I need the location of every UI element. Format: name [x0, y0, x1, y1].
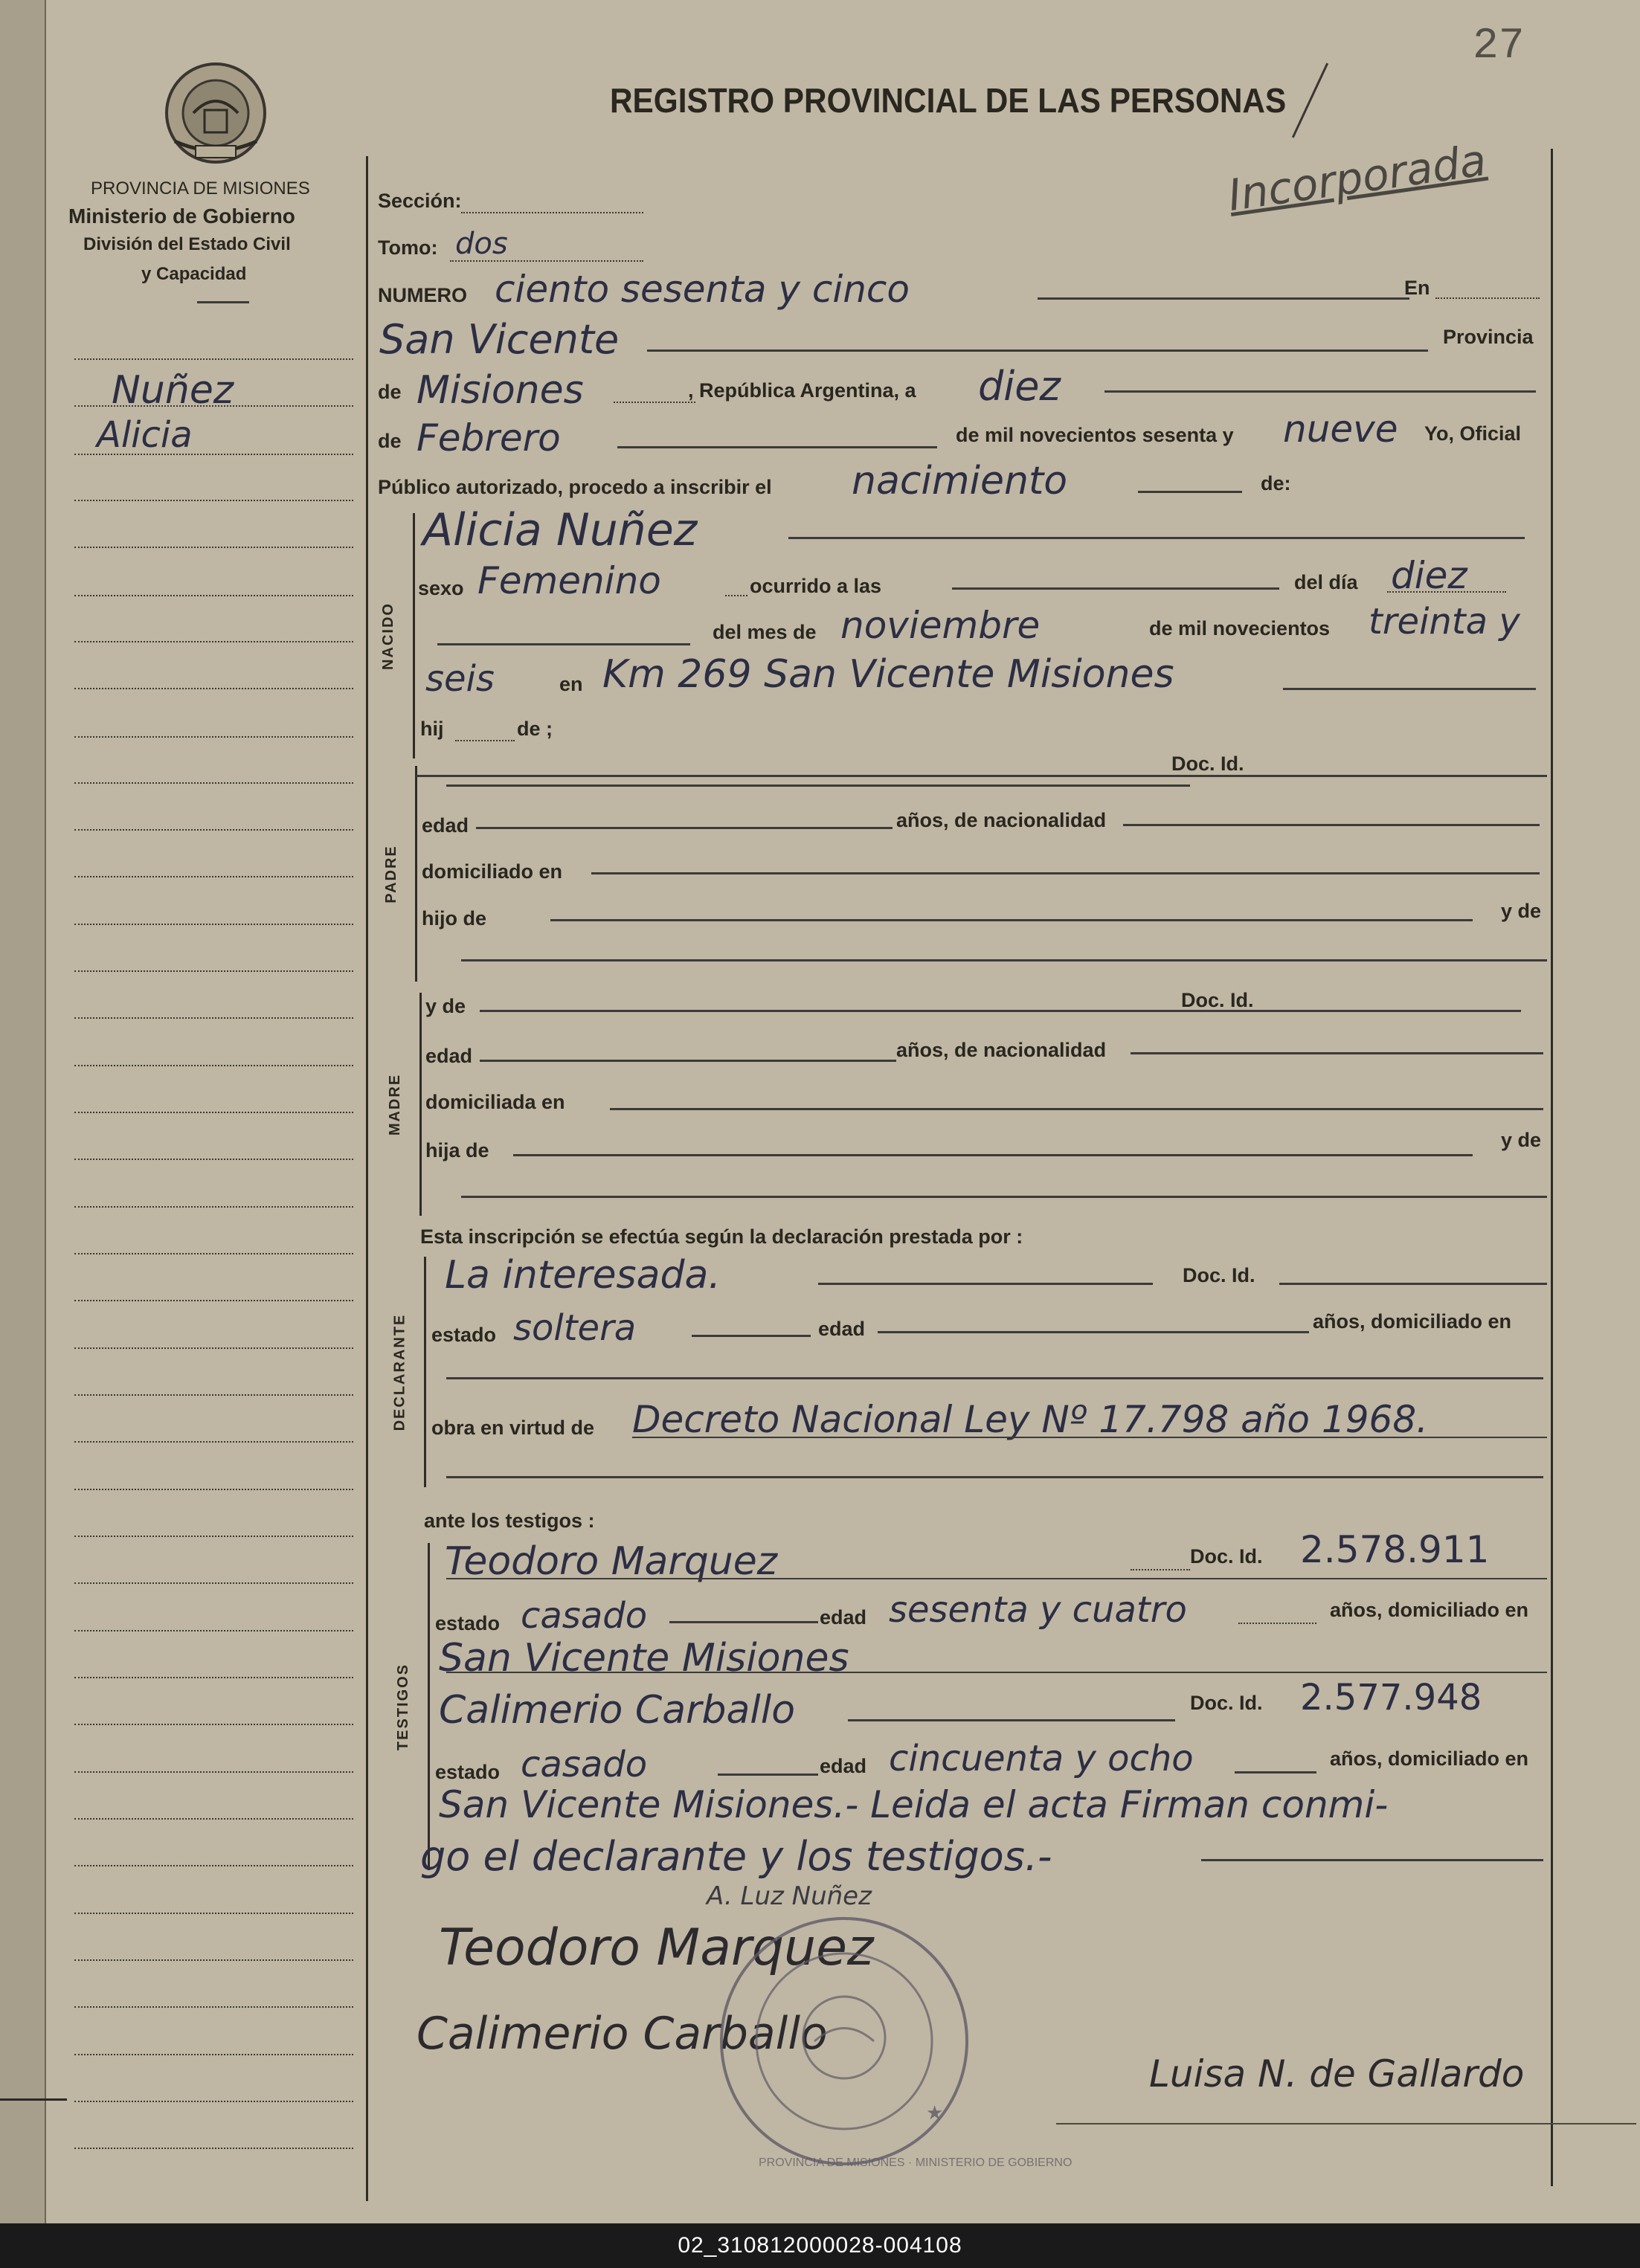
testigo1-domicilio: San Vicente Misiones — [439, 1636, 849, 1681]
dia-value: diez — [978, 363, 1061, 410]
padre-section — [376, 766, 406, 982]
testigo1-dom-line — [446, 1672, 1547, 1673]
testigo1-edad-line — [1238, 1623, 1316, 1624]
de-mil-nov-label: de mil novecientos — [1149, 617, 1331, 640]
padre-madre-line — [461, 959, 1547, 961]
madre-label: MADRE — [387, 1073, 404, 1135]
nombre-value: Alicia Nuñez — [422, 504, 698, 556]
nacido-section — [373, 513, 403, 758]
provincia-value: Misiones — [417, 368, 584, 413]
padre-name-line — [446, 785, 1190, 787]
padre-top-line — [417, 775, 1547, 777]
tomo-value: dos — [455, 227, 508, 261]
en-label: En — [1404, 277, 1430, 299]
status-slash — [1292, 63, 1328, 138]
en-label-2: en — [559, 673, 583, 695]
testigo1-estado-label: estado — [435, 1612, 501, 1634]
madre-domicilio-line — [610, 1108, 1543, 1110]
padre-doc-label: Doc. Id. — [1171, 753, 1244, 775]
obra-line — [632, 1437, 1547, 1438]
numero-label: NUMERO — [378, 284, 467, 306]
declarante-bracket — [424, 1257, 426, 1487]
testigo1-edad-label: edad — [820, 1606, 867, 1628]
testigo1-nombre: Teodoro Marquez — [445, 1539, 778, 1584]
svg-text:★: ★ — [926, 2102, 944, 2124]
testigo2-edad-label: edad — [820, 1755, 867, 1777]
testigos-label: TESTIGOS — [395, 1663, 412, 1750]
madre-nac-line — [1131, 1052, 1543, 1054]
republica-label: , República Argentina, a — [688, 379, 916, 402]
anio-nac-value-2: seis — [425, 658, 495, 700]
declarante-value: La interesada. — [445, 1253, 721, 1298]
sexo-value: Femenino — [477, 559, 661, 602]
sexo-line — [725, 595, 747, 596]
margin-given-name: Alicia — [97, 414, 193, 456]
mes-nac-value: noviembre — [840, 604, 1041, 647]
nombre-line — [788, 537, 1525, 539]
madre-y-de-label: y de — [425, 995, 466, 1017]
numero-line — [1038, 297, 1409, 300]
agency-line-4: y Capacidad — [141, 264, 247, 284]
nacido-label: NACIDO — [379, 602, 396, 670]
tomo-label: Tomo: — [378, 236, 438, 259]
official-stamp-icon — [714, 1904, 974, 2179]
padre-anios-label: años, de nacionalidad — [896, 809, 1107, 831]
testigo1-nombre-line — [1131, 1569, 1190, 1570]
mes-line — [617, 446, 937, 448]
status-annotation: Incorporada — [1224, 135, 1490, 221]
seccion-label: Sección: — [378, 190, 462, 212]
localidad-line — [647, 349, 1428, 352]
padre-domicilio-label: domiciliado en — [422, 860, 563, 883]
document-title: REGISTRO PROVINCIAL DE LAS PERSONAS — [610, 81, 1287, 120]
localidad-value: San Vicente — [379, 316, 620, 363]
testigo2-nombre-line — [848, 1719, 1175, 1721]
de-label-1: de — [378, 381, 402, 403]
signature-oficial: Luisa N. de Gallardo — [1149, 2052, 1525, 2095]
declarante-section — [385, 1257, 415, 1487]
nacido-bracket — [413, 513, 415, 758]
declarante-estado-label: estado — [431, 1324, 497, 1346]
padre-y-de-label: y de — [1501, 900, 1542, 922]
padre-hijo-line — [550, 919, 1473, 921]
signature-declarante: A. Luz Nuñez — [707, 1881, 872, 1911]
footer-id: 02_310812000028-004108 — [678, 2233, 962, 2258]
en-line — [1435, 297, 1540, 299]
del-dia-label: del día — [1294, 571, 1358, 593]
provincia-line — [614, 402, 695, 403]
footer-bar — [0, 2223, 1640, 2268]
testigos-section — [389, 1543, 419, 1870]
declarante-edad-label: edad — [818, 1318, 866, 1340]
numero-value: ciento sesenta y cinco — [495, 268, 910, 311]
madre-name-line — [480, 1010, 1521, 1012]
madre-hija-line — [513, 1154, 1473, 1156]
testigo2-edad: cincuenta y ocho — [889, 1738, 1194, 1779]
testigos-bracket — [428, 1543, 430, 1870]
declarante-dom-line — [446, 1377, 1543, 1379]
padre-nac-line — [1123, 824, 1540, 826]
anio-value: nueve — [1283, 407, 1398, 451]
padre-bracket — [415, 766, 417, 982]
dia-nac-value: diez — [1391, 554, 1467, 597]
madre-domicilio-label: domiciliada en — [425, 1091, 565, 1113]
testigo2-estado-line — [718, 1774, 818, 1776]
padre-edad-label: edad — [422, 814, 469, 837]
lugar-nac-value: Km 269 San Vicente Misiones — [602, 652, 1174, 697]
previous-page-edge — [0, 0, 46, 2223]
madre-doc-label: Doc. Id. — [1181, 989, 1254, 1011]
agency-line-1: PROVINCIA DE MISIONES — [91, 178, 310, 199]
declarante-edad-line — [878, 1331, 1309, 1333]
hora-line — [437, 643, 690, 645]
madre-section — [381, 993, 411, 1216]
de-colon-label: de: — [1261, 472, 1291, 494]
del-mes-label: del mes de — [713, 621, 817, 643]
provincia-label: Provincia — [1443, 326, 1534, 348]
madre-bracket — [419, 993, 422, 1216]
de-label-2: de — [378, 430, 402, 452]
obra-label: obra en virtud de — [431, 1417, 595, 1439]
madre-hija-label: hija de — [425, 1139, 489, 1162]
official-stamp-text: PROVINCIA DE MISIONES · MINISTERIO DE GOBIERNO — [759, 2156, 1073, 2169]
padre-label: PADRE — [382, 844, 399, 903]
tomo-line — [450, 260, 643, 262]
testigo1-doc-label: Doc. Id. — [1190, 1545, 1263, 1568]
declarante-doc-label: Doc. Id. — [1183, 1264, 1255, 1286]
declarante-line — [818, 1283, 1153, 1285]
declaracion-label: Esta inscripción se efectúa según la declaración prestada por : — [420, 1225, 1023, 1248]
yo-oficial-label: Yo, Oficial — [1424, 422, 1522, 445]
ocurrido-line — [952, 587, 1279, 590]
dia-line — [1104, 390, 1536, 393]
padre-hijo-label: hijo de — [422, 907, 486, 930]
left-edge-mark — [0, 2098, 67, 2101]
ocurrido-label: ocurrido a las — [750, 575, 882, 597]
madre-edad-label: edad — [425, 1045, 473, 1067]
testigo2-estado-label: estado — [435, 1761, 501, 1783]
lugar-line — [1283, 688, 1536, 690]
testigo1-estado: casado — [521, 1595, 648, 1637]
testigo2-domicilio: San Vicente Misiones.- Leida el acta Firman conmi- — [439, 1783, 1389, 1826]
testigo1-anios-label: años, domiciliado en — [1330, 1599, 1529, 1621]
padre-edad-line — [476, 827, 893, 829]
acto-line — [1138, 491, 1242, 493]
declarante-estado-line — [692, 1335, 811, 1337]
madre-anios-label: años, de nacionalidad — [896, 1039, 1107, 1061]
provincial-crest-icon — [160, 59, 271, 167]
declarante-anios-label: años, domiciliado en — [1313, 1310, 1512, 1333]
testigo2-anios-label: años, domiciliado en — [1330, 1747, 1529, 1770]
signature-testigo1: Teodoro Marquez — [439, 1919, 874, 1977]
declarante-estado-value: soltera — [513, 1307, 637, 1349]
testigo2-nombre: Calimerio Carballo — [439, 1688, 796, 1733]
testigo1-estado-line — [669, 1621, 818, 1623]
declarante-label: DECLARANTE — [391, 1313, 408, 1431]
testigo2-doc-label: Doc. Id. — [1190, 1692, 1263, 1714]
madre-bottom-line — [461, 1196, 1547, 1198]
dia-nac-line — [1387, 591, 1506, 593]
testigo1-top-line — [446, 1578, 1547, 1579]
signature-testigo2: Calimerio Carballo — [417, 2008, 828, 2060]
declarante-bottom-line — [446, 1476, 1543, 1478]
obra-value: Decreto Nacional Ley Nº 17.798 año 1968. — [632, 1398, 1429, 1441]
anio-nac-value-1: treinta y — [1369, 601, 1520, 642]
madre-y-de-label-2: y de — [1501, 1129, 1542, 1151]
agency-line-2: Ministerio de Gobierno — [68, 204, 295, 228]
testigo2-edad-line — [1235, 1771, 1316, 1774]
seccion-line — [461, 212, 643, 213]
acto-value: nacimiento — [852, 459, 1068, 503]
page-number: 27 — [1473, 22, 1525, 71]
de-semi-label: de ; — [517, 718, 553, 740]
agency-line-3: División del Estado Civil — [83, 234, 291, 254]
padre-domicilio-line — [591, 872, 1540, 874]
mes-value: Febrero — [417, 416, 561, 460]
closing-line — [1201, 1859, 1543, 1861]
oficial-sign-line — [1056, 2123, 1636, 2124]
testigo2-estado: casado — [521, 1744, 648, 1785]
agency-divider — [197, 301, 249, 303]
hij-line — [455, 740, 515, 741]
margin-surname: Nuñez — [112, 368, 234, 413]
mil-nov-label: de mil novecientos sesenta y — [956, 424, 1234, 446]
declarante-doc-line — [1279, 1283, 1547, 1285]
right-border — [1551, 149, 1553, 2186]
testigo1-edad: sesenta y cuatro — [889, 1589, 1187, 1631]
hij-label: hij — [420, 718, 444, 740]
testigo1-doc: 2.578.911 — [1300, 1528, 1490, 1571]
testigo2-doc: 2.577.948 — [1300, 1677, 1482, 1718]
closing-text: go el declarante y los testigos.- — [420, 1833, 1052, 1880]
publico-label: Público autorizado, procedo a inscribir el — [378, 476, 772, 498]
testigos-intro-label: ante los testigos : — [424, 1510, 595, 1532]
sexo-label: sexo — [418, 577, 464, 599]
column-divider — [366, 156, 368, 2201]
madre-edad-line — [480, 1060, 896, 1062]
